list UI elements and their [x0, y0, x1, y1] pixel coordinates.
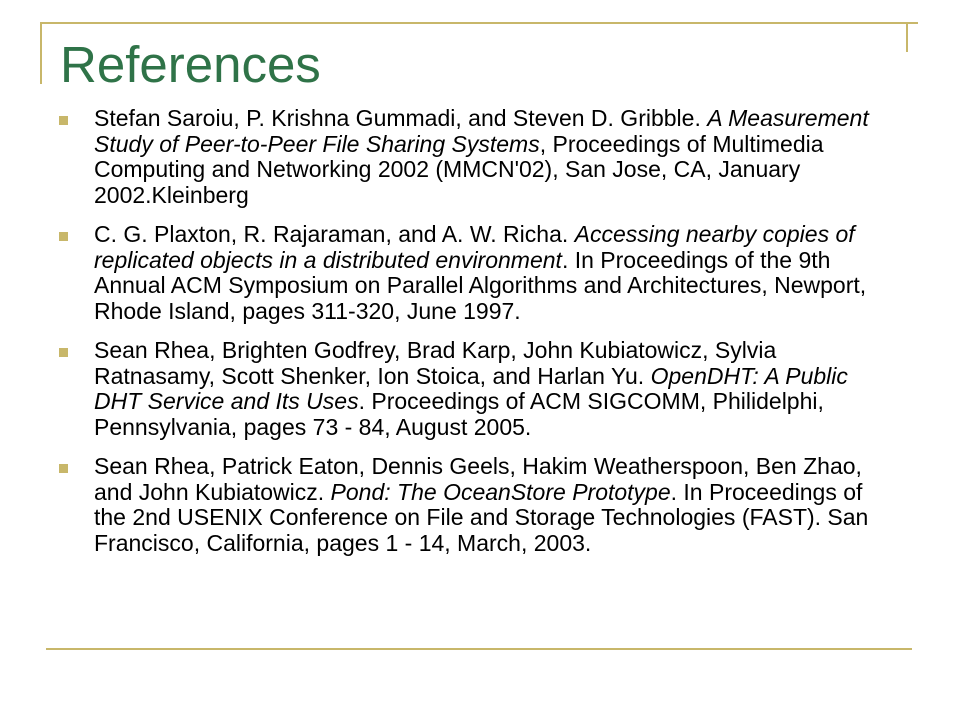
reference-item	[58, 338, 878, 440]
square-bullet-icon	[59, 116, 68, 125]
slide-frame-bottom-line	[46, 648, 912, 650]
reference-title: Accessing nearby copies of replicated objects in a distributed environment	[94, 221, 855, 273]
slide-frame-top-line	[40, 22, 918, 24]
reference-title: Pond: The OceanStore Prototype	[330, 478, 671, 505]
reference-details: . In Proceedings of the 9th Annual ACM Symposium on Parallel Algorithms and Architectures, Newport, Rhode Island, pages 311-320, June 1997.	[94, 246, 867, 324]
reference-authors: Sean Rhea, Brighten Godfrey, Brad Karp, John Kubiatowicz, Sylvia Ratnasamy, Scott Shenker, Ion Stoica, and Harlan Yu.	[94, 337, 777, 389]
square-bullet-icon	[59, 464, 68, 473]
reference-authors: Sean Rhea, Patrick Eaton, Dennis Geels, Hakim Weatherspoon, Ben Zhao, and John Kubiatowicz.	[94, 453, 862, 505]
reference-list	[58, 106, 878, 570]
slide-frame-right-line	[906, 22, 908, 52]
reference-details: . Proceedings of ACM SIGCOMM, Philidelphi, Pennsylvania, pages 73 - 84, August 2005.	[94, 388, 824, 440]
reference-authors: C. G. Plaxton, R. Rajaraman, and A. W. Richa.	[94, 221, 575, 247]
reference-title: OpenDHT: A Public DHT Service and Its Uses	[94, 362, 848, 414]
slide-title: References	[60, 36, 321, 93]
reference-title: A Measurement Study of Peer-to-Peer File Sharing Systems	[94, 105, 869, 157]
reference-item	[58, 222, 878, 324]
square-bullet-icon	[59, 348, 68, 357]
square-bullet-icon	[59, 232, 68, 241]
reference-item	[58, 106, 878, 208]
slide-frame-left-line	[40, 22, 42, 84]
reference-authors: Stefan Saroiu, P. Krishna Gummadi, and Steven D. Gribble.	[94, 105, 708, 131]
reference-details: . In Proceedings of the 2nd USENIX Conference on File and Storage Technologies (FAST). San Francisco, California, pages 1 - 14, March, 2003.	[94, 478, 869, 556]
reference-item	[58, 454, 878, 556]
reference-details: , Proceedings of Multimedia Computing and Networking 2002 (MMCN'02), San Jose, CA, January 2002.Kleinberg	[94, 130, 824, 208]
